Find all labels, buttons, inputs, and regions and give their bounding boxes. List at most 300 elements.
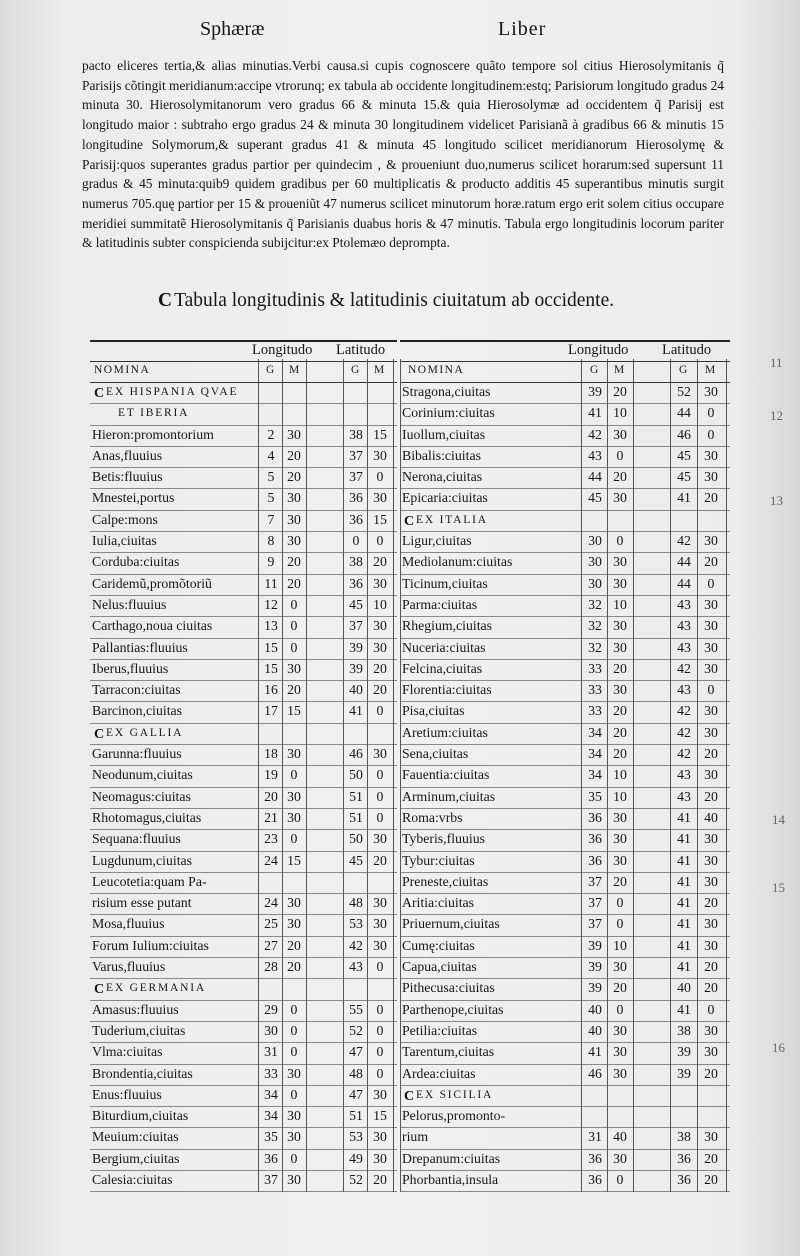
place-name: Meuium:ciuitas [92,1129,179,1145]
latitude-degrees: 39 [677,1044,691,1060]
place-name: Stragona,ciuitas [402,384,491,399]
longitude-minutes: 30 [613,1044,627,1060]
latitude-minutes: 30 [373,1086,387,1102]
longitude-minutes: 30 [287,660,301,676]
table-row [400,596,730,617]
place-name: Mnestei,portus [92,490,175,506]
header-row [90,340,397,361]
latitude-degrees: 38 [677,1022,691,1038]
table-row [90,426,397,447]
latitude-degrees: 40 [677,980,691,996]
longitude-degrees: 36 [588,852,602,868]
g-header: G [590,364,600,376]
table-row [90,766,397,787]
latitude-degrees: 43 [677,596,691,612]
section-heading [400,511,730,532]
table-row [90,1001,397,1022]
latitude-minutes: 20 [704,788,718,804]
latitude-degrees: 49 [349,1150,363,1166]
latitude-minutes: 30 [704,831,718,847]
longitude-degrees: 37 [264,1171,278,1187]
longitude-degrees: 33 [264,1065,278,1081]
latitude-minutes: 30 [373,1129,387,1145]
longitude-minutes: 10 [613,767,627,783]
latitude-minutes: 30 [704,1022,718,1038]
place-name: Priuernum,ciuitas [402,916,500,932]
table-row [400,1065,730,1086]
longitude-minutes: 30 [287,1108,301,1124]
longitude-degrees: 35 [588,788,602,804]
latitude-degrees: 36 [677,1171,691,1187]
latitude-minutes: 10 [373,596,387,612]
longitude-degrees: 44 [588,469,602,485]
latitude-degrees: 42 [677,746,691,762]
m-header: M [289,364,301,376]
latitude-degrees: 41 [677,895,691,911]
place-name: Ligur,ciuitas [402,533,472,549]
longitude-minutes: 30 [613,1150,627,1166]
longitude-minutes: 20 [613,980,627,996]
latitude-minutes: 30 [704,447,718,463]
right-table-body [400,383,730,1192]
longitude-minutes: 30 [613,1065,627,1081]
latitude-degrees: 44 [677,405,691,421]
table-row [90,660,397,681]
latitude-degrees: 43 [677,639,691,655]
place-name: Ticinum,ciuitas [402,575,488,591]
table-row [90,447,397,468]
section-title: EX GALLIA [106,726,184,739]
longitude-minutes: 20 [613,660,627,676]
latitude-minutes: 20 [704,980,718,996]
longitude-degrees: 17 [264,703,278,719]
latitude-minutes: 30 [704,469,718,485]
longitude-degrees: 33 [588,660,602,676]
latitude-degrees: 36 [349,490,363,506]
latitude-minutes: 30 [704,1129,718,1145]
longitude-degrees: 42 [588,426,602,442]
latitude-minutes: 30 [373,937,387,953]
table-row [90,1150,397,1171]
section-title: EX SICILIA [416,1088,494,1101]
longitude-minutes: 30 [613,852,627,868]
latitude-minutes: 20 [704,1171,718,1187]
left-table-body [90,383,397,1192]
latitudo-header: Latitudo [662,342,712,358]
latitude-degrees: 53 [349,1129,363,1145]
place-name: Amasus:fluuius [92,1001,179,1017]
table-row [400,830,730,851]
pilcrow-mark: C [94,982,105,998]
latitude-degrees: 42 [677,703,691,719]
longitude-minutes: 20 [287,469,301,485]
longitude-minutes: 20 [287,554,301,570]
latitude-minutes: 0 [707,575,715,591]
table-row [90,575,397,596]
table-row [400,489,730,510]
table-row [90,788,397,809]
longitude-minutes: 30 [287,809,301,825]
margin-number: 15 [772,880,785,895]
longitude-degrees: 30 [588,575,602,591]
latitude-minutes: 20 [373,682,387,698]
longitude-minutes: 30 [613,490,627,506]
margin-number: 11 [770,355,783,370]
place-name: Aretium:ciuitas [402,724,488,740]
place-name: Vlma:ciuitas [92,1044,163,1060]
longitude-minutes: 30 [613,575,627,591]
longitude-minutes: 0 [616,1001,624,1017]
latitude-degrees: 45 [677,469,691,485]
latitude-degrees: 52 [349,1171,363,1187]
latitude-degrees: 43 [349,959,363,975]
place-name: Roma:vrbs [402,809,463,825]
table-title-text: Tabula longitudinis & latitudinis ciuitatum ab occidente. [174,290,615,311]
intro-paragraph: pacto eliceres tertia,& alias minutias.Verbi causa.si cupis cognoscere quãto tempore sol citius Hierosolymitanis q̃ Parisijs cõtingit meridianum:accipe vtrorunq; ex tabula ab occidente longitudinem:estq; Parisiorum longitudo gradus 24 minuta 30. Hierosolymitanorum vero gradus 66 & minuta 15.& quia Hierosolymæ ad occidentem q̃ Parisij est longitudo maior : subtraho ergo gradus 24 & minuta 30 longitudinem videlicet Parisianã à gradibus 66 & minutis 15 longitudine Solymorum,& superant gradus 41 & minuta 45 longitudo scilicet meridianorum Hierosolymę & Parisij:quos superantes gradus partior per quindecim , & proueniunt duo,numerus scilicet horarum:sed supersunt 11 gradus & 45 minuta:quib9 quidem gradibus per 60 multiplicatis & producto additis 45 superantibus minutis surgit numerus 705.quę partior per 15 & proueniũt 47 numerus scilicet minutorum horæ.ratum ergo erit solem citius occupare meridiei summitatẽ Hierosolymitanis q̃ Parisianis duabus horis & 47 minutis. Tabula ergo longitudinis locorum pariter & latitudinis subter conspicienda subijcitur:ex Ptolemæo deprompta. [82,58,724,251]
longitude-minutes: 20 [613,873,627,889]
place-name: Petilia:ciuitas [402,1022,478,1038]
longitude-minutes: 15 [287,703,301,719]
latitude-degrees: 37 [349,469,363,485]
longitude-minutes: 30 [613,1022,627,1038]
table-row [90,468,397,489]
longitude-minutes: 30 [287,533,301,549]
longitude-minutes: 40 [613,1129,627,1145]
table-row [400,617,730,638]
column-rule [400,359,401,1192]
section-heading [90,404,397,425]
longitude-minutes: 0 [616,533,624,549]
table-left-column [90,340,397,1192]
latitude-minutes: 30 [373,895,387,911]
place-name: Bibalis:ciuitas [402,447,481,463]
longitude-minutes: 0 [290,618,298,634]
column-rule [393,359,394,1192]
table-row [400,766,730,787]
table-row [90,681,397,702]
place-name: Felcina,ciuitas [402,660,483,676]
longitude-degrees: 32 [588,596,602,612]
latitude-minutes: 20 [704,895,718,911]
column-rule [367,359,368,1192]
place-name: Pisa,ciuitas [402,703,465,719]
table-row [400,426,730,447]
longitude-minutes: 30 [287,426,301,442]
latitude-minutes: 30 [373,916,387,932]
place-name: Calpe:mons [92,511,158,527]
latitude-degrees: 37 [349,447,363,463]
latitude-degrees: 38 [677,1129,691,1145]
latitude-degrees: 43 [677,682,691,698]
place-name: Iulia,ciuitas [92,533,157,549]
longitude-degrees: 12 [264,596,278,612]
longitude-degrees: 41 [588,1044,602,1060]
longitude-degrees: 11 [264,575,278,591]
latitude-minutes: 30 [704,937,718,953]
latitude-degrees: 42 [677,660,691,676]
table-row [90,809,397,830]
longitude-minutes: 0 [290,831,298,847]
place-name: Arminum,ciuitas [402,788,496,804]
column-rule [633,359,634,1192]
latitude-minutes: 20 [704,490,718,506]
latitude-minutes: 0 [707,405,715,421]
longitude-minutes: 20 [287,575,301,591]
longitude-degrees: 30 [588,554,602,570]
m-header: M [374,364,386,376]
pilcrow-mark: C [404,1088,415,1104]
longitude-minutes: 30 [287,490,301,506]
latitude-minutes: 30 [704,703,718,719]
longitude-degrees: 4 [267,447,275,463]
place-name: Tarracon:ciuitas [92,682,181,698]
longitude-minutes: 30 [613,831,627,847]
place-name: Corinium:ciuitas [402,405,495,421]
longitude-degrees: 39 [588,384,602,399]
longitude-degrees: 34 [264,1108,278,1124]
place-name: Fauentia:ciuitas [402,767,490,783]
latitude-minutes: 0 [376,1044,384,1060]
longitude-minutes: 20 [287,447,301,463]
table-row [400,894,730,915]
latitude-degrees: 41 [677,831,691,847]
latitude-minutes: 30 [704,767,718,783]
longitude-degrees: 7 [267,511,275,527]
nomina-header: NOMINA [408,364,465,376]
latitude-minutes: 30 [373,618,387,634]
nomina-header: NOMINA [94,364,151,376]
table-row [90,511,397,532]
place-name: Calesia:ciuitas [92,1171,173,1187]
place-name: Anas,fluuius [92,447,163,463]
longitude-degrees: 16 [264,682,278,698]
latitude-minutes: 30 [704,618,718,634]
pilcrow-mark: C [404,513,415,529]
latitude-minutes: 30 [704,596,718,612]
longitude-degrees: 39 [588,937,602,953]
section-heading [90,979,397,1000]
latitude-minutes: 0 [707,1001,715,1017]
longitude-minutes: 20 [613,724,627,740]
table-row [400,809,730,830]
longitude-minutes: 30 [287,916,301,932]
table-row [400,404,730,425]
place-name: Drepanum:ciuitas [402,1150,501,1166]
latitude-minutes: 30 [373,490,387,506]
longitude-degrees: 46 [588,1065,602,1081]
longitude-degrees: 13 [264,618,278,634]
table-row [90,1128,397,1149]
place-name: Sequana:fluuius [92,831,181,847]
place-name: Cumę:ciuitas [402,937,475,953]
latitude-minutes: 0 [376,809,384,825]
place-name: Mosa,fluuius [92,916,165,932]
latitude-minutes: 15 [373,511,387,527]
table-row [90,894,397,915]
column-rule [670,359,671,1192]
table-row [400,681,730,702]
latitude-degrees: 47 [349,1086,363,1102]
place-name: Garunna:fluuius [92,746,182,762]
longitude-degrees: 34 [588,767,602,783]
place-name: Iuollum,ciuitas [402,426,486,442]
longitude-minutes: 30 [613,618,627,634]
place-name: Preneste,ciuitas [402,873,489,889]
latitude-degrees: 47 [349,1044,363,1060]
section-title: EX GERMANIA [106,982,206,995]
column-rule [607,359,608,1192]
longitude-minutes: 30 [287,746,301,762]
column-rule [306,359,307,1192]
place-name: Carthago,noua ciuitas [92,618,213,634]
table-row [400,937,730,958]
table-row [90,1022,397,1043]
latitude-degrees: 48 [349,895,363,911]
place-name: Pelorus,promonto- [402,1108,506,1124]
latitude-minutes: 0 [376,533,384,549]
table-row [400,1107,730,1128]
table-row [400,702,730,723]
table-row [90,852,397,873]
latitude-minutes: 30 [373,447,387,463]
latitude-minutes: 20 [373,852,387,868]
latitude-degrees: 38 [349,554,363,570]
latitude-degrees: 51 [349,788,363,804]
longitude-minutes: 0 [290,1022,298,1038]
longitude-minutes: 30 [613,682,627,698]
longitude-degrees: 37 [588,895,602,911]
longitude-minutes: 15 [287,852,301,868]
latitude-degrees: 39 [349,660,363,676]
margin-number: 13 [770,493,783,508]
place-name: Varus,fluuius [92,959,166,975]
latitude-degrees: 43 [677,618,691,634]
longitude-minutes: 0 [616,447,624,463]
latitude-minutes: 15 [373,426,387,442]
longitude-degrees: 45 [588,490,602,506]
longitude-degrees: 30 [588,533,602,549]
latitude-degrees: 44 [677,575,691,591]
longitude-minutes: 30 [613,809,627,825]
longitude-minutes: 0 [616,1171,624,1187]
table-row [400,1001,730,1022]
place-name: Rhegium,ciuitas [402,618,493,634]
table-row [90,702,397,723]
latitude-minutes: 30 [373,1150,387,1166]
latitude-minutes: 0 [376,788,384,804]
latitude-degrees: 42 [677,724,691,740]
table-row [90,915,397,936]
longitude-degrees: 31 [588,1129,602,1145]
latitude-minutes: 0 [707,682,715,698]
longitude-degrees: 29 [264,1001,278,1017]
place-name: Rhotomagus,ciuitas [92,809,202,825]
longitude-degrees: 39 [588,959,602,975]
place-name: Tuderium,ciuitas [92,1022,186,1038]
longitude-minutes: 30 [287,1129,301,1145]
table-row [90,1107,397,1128]
longitude-minutes: 30 [287,1065,301,1081]
latitude-degrees: 41 [677,873,691,889]
longitude-minutes: 20 [613,746,627,762]
longitude-degrees: 21 [264,809,278,825]
table-title [158,290,614,312]
latitude-degrees: 41 [677,916,691,932]
longitude-minutes: 10 [613,596,627,612]
m-header: M [614,364,626,376]
margin-number: 14 [772,812,785,827]
pilcrow-mark: C [94,726,105,742]
header-row [400,340,730,361]
latitude-minutes: 30 [704,660,718,676]
longitude-degrees: 19 [264,767,278,783]
longitude-minutes: 10 [613,405,627,421]
pilcrow-mark: C [94,386,105,401]
latitude-degrees: 42 [349,937,363,953]
table-row [90,553,397,574]
latitude-degrees: 50 [349,831,363,847]
column-rule [282,359,283,1192]
latitude-minutes: 15 [373,1108,387,1124]
table-row [400,1043,730,1064]
margin-number: 16 [772,1040,785,1055]
latitude-minutes: 30 [704,533,718,549]
longitude-minutes: 20 [613,703,627,719]
longitude-minutes: 10 [613,937,627,953]
column-rule [258,359,259,1192]
table-row [90,1086,397,1107]
latitude-degrees: 43 [677,788,691,804]
subheader-row [400,361,730,383]
section-title: EX ITALIA [416,513,488,526]
latitude-minutes: 30 [704,873,718,889]
place-name: Leucotetia:quam Pa- [92,873,207,889]
latitude-degrees: 36 [349,511,363,527]
table-row [90,873,397,894]
table-row [400,873,730,894]
longitude-degrees: 5 [267,469,275,485]
latitude-minutes: 0 [376,703,384,719]
latitude-degrees: 55 [349,1001,363,1017]
latitude-degrees: 52 [349,1022,363,1038]
longitude-degrees: 36 [588,809,602,825]
latitude-degrees: 37 [349,618,363,634]
longitude-degrees: 37 [588,873,602,889]
latitude-degrees: 51 [349,809,363,825]
table-row [400,383,730,404]
longitude-degrees: 43 [588,447,602,463]
table-row [400,1171,730,1192]
latitude-degrees: 43 [677,767,691,783]
latitude-degrees: 36 [349,575,363,591]
table-row [400,1022,730,1043]
longitude-minutes: 30 [613,554,627,570]
latitude-degrees: 41 [677,1001,691,1017]
latitudo-header: Latitudo [336,342,386,358]
latitude-degrees: 46 [349,746,363,762]
longitude-minutes: 0 [290,1044,298,1060]
latitude-minutes: 0 [376,1022,384,1038]
latitude-degrees: 0 [352,533,360,549]
longitude-degrees: 36 [588,831,602,847]
longitude-minutes: 30 [613,426,627,442]
longitude-minutes: 20 [613,384,627,399]
latitude-minutes: 40 [704,809,718,825]
longitude-degrees: 32 [588,639,602,655]
longitude-minutes: 0 [290,767,298,783]
longitude-degrees: 18 [264,746,278,762]
place-name: rium [402,1129,429,1145]
